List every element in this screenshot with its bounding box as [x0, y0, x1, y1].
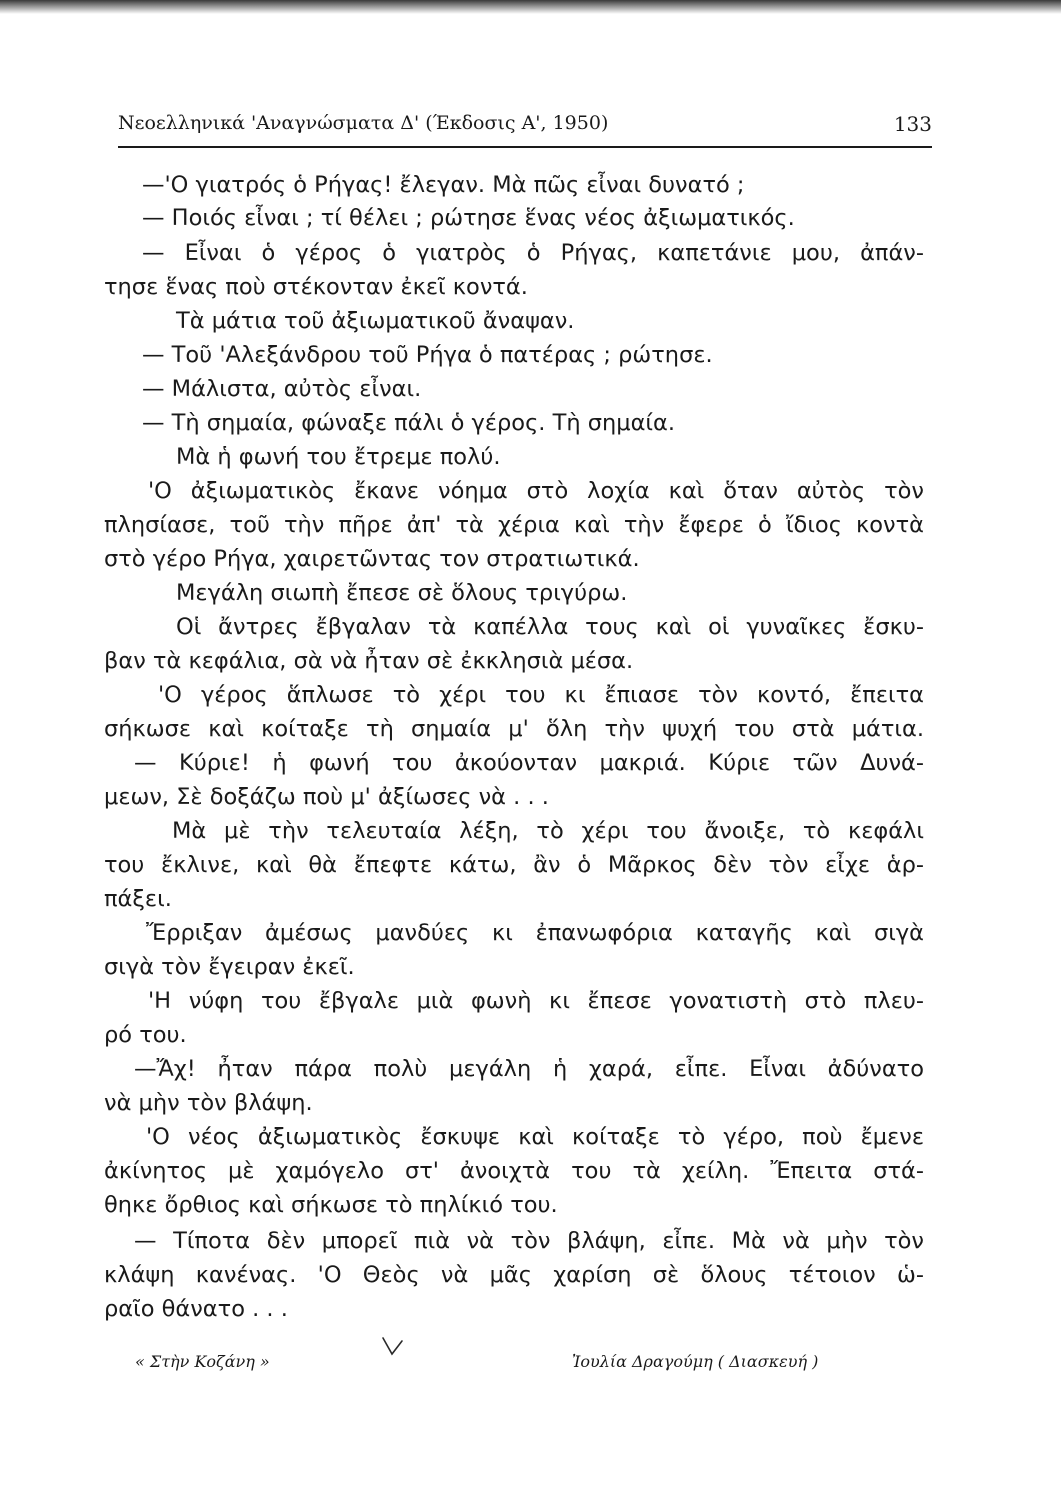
- book-title: Νεοελληνικά 'Αναγνώσματα Δ' (Έκδοσις Α', 1950): [118, 112, 609, 134]
- text-line: 'Ο γέρος ἅπλωσε τὸ χέρι του κι ἔπιασε τὸν κοντό, ἔπειτα: [158, 682, 924, 708]
- text-line: 'Ο ἀξιωματικὸς ἔκανε νόημα στὸ λοχία καὶ ὅταν αὐτὸς τὸν: [148, 478, 924, 504]
- text-line: Μὰ μὲ τὴν τελευταία λέξη, τὸ χέρι του ἄνοιξε, τὸ κεφάλι: [172, 818, 924, 844]
- text-line: νὰ μὴν τὸν βλάψη.: [104, 1090, 313, 1116]
- text-line: σήκωσε καὶ κοίταξε τὴ σημαία μ' ὅλη τὴν ψυχή του στὰ μάτια.: [104, 716, 924, 742]
- running-header: [118, 108, 932, 142]
- text-line: — Τίποτα δὲν μπορεῖ πιὰ νὰ τὸν βλάψη, εἶπε. Μὰ νὰ μὴν τὸν: [134, 1228, 924, 1254]
- text-line: θηκε ὄρθιος καὶ σήκωσε τὸ πηλίκιό του.: [104, 1192, 558, 1218]
- text-line: Μεγάλη σιωπὴ ἔπεσε σὲ ὅλους τριγύρω.: [176, 580, 628, 606]
- text-line: —'Ο γιατρός ὁ Ρήγας! ἔλεγαν. Μὰ πῶς εἶναι δυνατό ;: [142, 172, 745, 198]
- text-line: — Μάλιστα, αὐτὸς εἶναι.: [142, 376, 422, 402]
- text-line: 'Ο νέος ἀξιωματικὸς ἔσκυψε καὶ κοίταξε τὸ γέρο, ποὺ ἔμενε: [146, 1124, 924, 1150]
- text-line: Τὰ μάτια τοῦ ἀξιωματικοῦ ἄναψαν.: [176, 308, 575, 334]
- text-line: πάξει.: [104, 886, 172, 912]
- text-line: Μὰ ἡ φωνή του ἔτρεμε πολύ.: [176, 444, 501, 470]
- text-line: — Ποιός εἶναι ; τί θέλει ; ρώτησε ἕνας νέος ἀξιωματικός.: [142, 205, 795, 231]
- header-rule: [118, 146, 932, 148]
- text-line: ἀκίνητος μὲ χαμόγελο στ' ἀνοιχτὰ του τὰ χείλη. Ἔπειτα στά-: [104, 1158, 924, 1184]
- footer-author: Ἰουλία Δραγούμη ( Διασκευή ): [572, 1352, 819, 1371]
- pen-check-mark: [380, 1334, 406, 1360]
- text-line: Ἔρριξαν ἀμέσως μανδύες κι ἐπανωφόρια καταγῆς καὶ σιγὰ: [146, 920, 924, 946]
- text-line: Οἱ ἄντρες ἔβγαλαν τὰ καπέλλα τους καὶ οἱ γυναῖκες ἔσκυ-: [176, 614, 924, 640]
- text-line: τησε ἕνας ποὺ στέκονταν ἐκεῖ κοντά.: [104, 274, 528, 300]
- page-number: 133: [893, 112, 932, 136]
- text-line: μεων, Σὲ δοξάζω ποὺ μ' ἀξίωσες νὰ . . .: [104, 784, 549, 810]
- text-line: κλάψη κανένας. 'Ο Θεὸς νὰ μᾶς χαρίση σὲ ὅλους τέτοιον ὡ-: [104, 1262, 924, 1288]
- text-line: — Εἶναι ὁ γέρος ὁ γιατρὸς ὁ Ρήγας, καπετάνιε μου, ἀπάν-: [142, 240, 924, 266]
- text-line: — Κύριε! ἡ φωνή του ἀκούονταν μακριά. Κύριε τῶν Δυνά-: [134, 750, 924, 776]
- text-line: σιγὰ τὸν ἔγειραν ἐκεῖ.: [104, 954, 355, 980]
- text-line: του ἔκλινε, καὶ θὰ ἔπεφτε κάτω, ἂν ὁ Μᾶρκος δὲν τὸν εἶχε ἁρ-: [104, 852, 924, 878]
- text-line: ρό του.: [104, 1022, 187, 1048]
- text-line: —Ἄχ! ἦταν πάρα πολὺ μεγάλη ἡ χαρά, εἶπε. Εἶναι ἀδύνατο: [134, 1056, 924, 1082]
- text-line: ραῖο θάνατο . . .: [104, 1296, 288, 1322]
- text-line: — Τὴ σημαία, φώναξε πάλι ὁ γέρος. Τὴ σημαία.: [142, 410, 676, 436]
- scan-top-edge: [0, 0, 1061, 14]
- footer-place: « Στὴν Κοζάνη »: [135, 1352, 270, 1371]
- text-line: βαν τὰ κεφάλια, σὰ νὰ ἦταν σὲ ἐκκλησιὰ μέσα.: [104, 648, 634, 674]
- text-line: — Τοῦ 'Αλεξάνδρου τοῦ Ρήγα ὁ πατέρας ; ρώτησε.: [142, 342, 713, 368]
- text-line: στὸ γέρο Ρήγα, χαιρετῶντας τον στρατιωτικά.: [104, 546, 640, 572]
- text-line: πλησίασε, τοῦ τὴν πῆρε ἀπ' τὰ χέρια καὶ τὴν ἔφερε ὁ ἴδιος κοντὰ: [104, 512, 924, 538]
- text-line: 'Η νύφη του ἔβγαλε μιὰ φωνὴ κι ἔπεσε γονατιστὴ στὸ πλευ-: [148, 988, 924, 1014]
